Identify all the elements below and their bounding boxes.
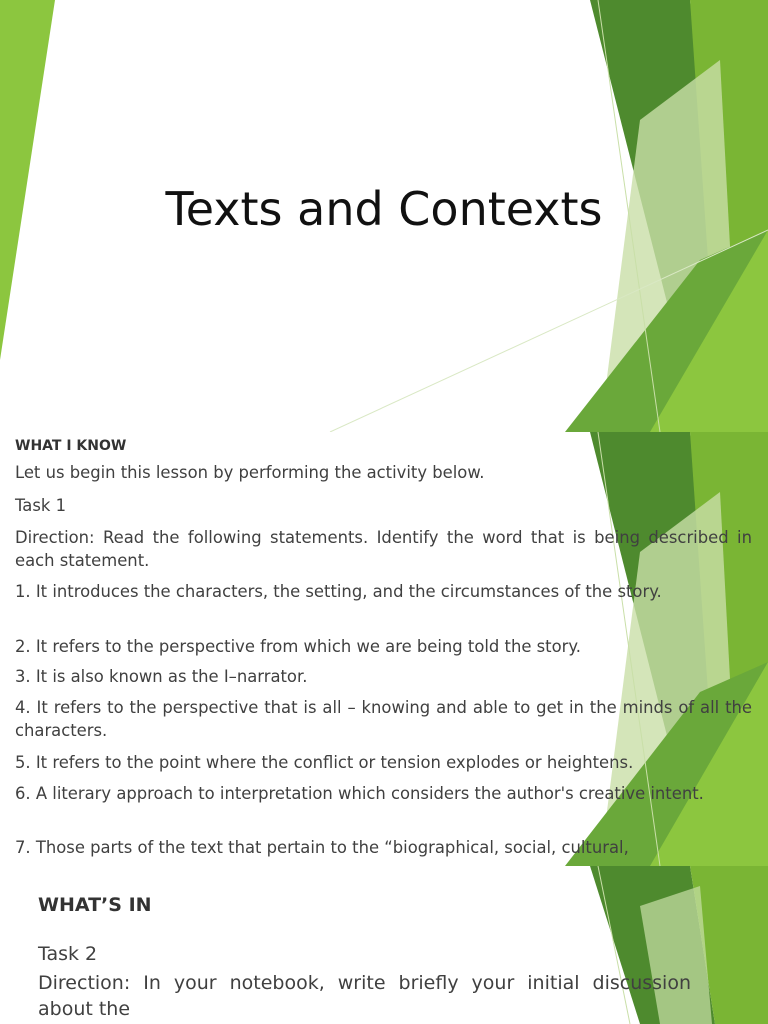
task-label: Task 2 (38, 943, 98, 965)
slide-title (0, 0, 768, 432)
list-item: 3. It is also known as the I–narrator. (15, 667, 308, 686)
list-item: 5. It refers to the point where the conflict or tension explodes or heightens. (15, 753, 634, 772)
intro-text: Let us begin this lesson by performing the activity below. (15, 463, 485, 482)
list-item: 1. It introduces the characters, the setting, and the circumstances of the story. (15, 582, 662, 601)
slide-whats-in (0, 866, 768, 1024)
section-heading: WHAT’S IN (38, 894, 152, 916)
slide-what-i-know (0, 432, 768, 866)
direction-text: Direction: Read the following statements. Identify the word that is being described in each statement. (15, 528, 752, 570)
section-heading: WHAT I KNOW (15, 438, 127, 454)
list-item: 4. It refers to the perspective that is all – knowing and able to get in the minds of all the characters. (15, 698, 752, 740)
list-item: 7. Those parts of the text that pertain to the “biographical, social, cultural, (15, 838, 629, 857)
list-item: 2. It refers to the perspective from which we are being told the story. (15, 637, 581, 656)
slide-title-text: Texts and Contexts (165, 182, 603, 236)
list-item: 6. A literary approach to interpretation which considers the author's creative intent. (15, 784, 704, 803)
direction-text: Direction: In your notebook, write briefly your initial discussion about the (38, 972, 691, 1020)
task-label: Task 1 (15, 496, 67, 515)
